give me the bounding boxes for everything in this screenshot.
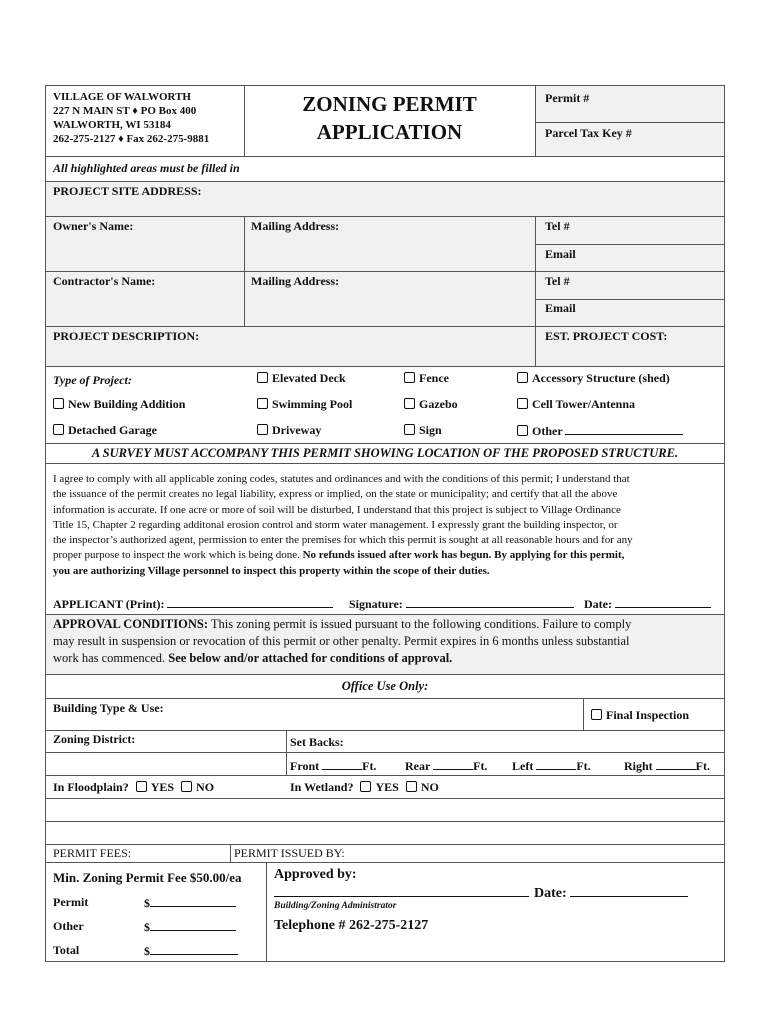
owner-email-field[interactable]: Email (545, 247, 576, 261)
setback-front-field[interactable] (290, 758, 376, 774)
approved-by-label: Approved by: (274, 867, 357, 882)
org-address-1: 227 N MAIN ST ♦ PO Box 400 (53, 105, 197, 117)
contractor-mailing-field[interactable]: Mailing Address: (251, 274, 340, 288)
signature-field[interactable] (349, 596, 574, 612)
contractor-email-field[interactable]: Email (545, 301, 576, 315)
checkbox-icon (257, 372, 268, 383)
ft-unit: Ft. (695, 759, 710, 773)
other-input-line[interactable] (565, 423, 683, 435)
applicant-label: APPLICANT (Print): (53, 597, 165, 611)
agreement-line: I agree to comply with all applicable zoning codes, statutes and ordinances and with the conditions of this permit; I understand that (53, 473, 630, 485)
approval-line: may result in suspension or revocation of this permit or other penalty. Permit expires in 6 months unless substantial (53, 634, 630, 648)
approved-by-line[interactable] (274, 896, 529, 897)
wetland-question (290, 780, 439, 795)
approval-heading: APPROVAL CONDITIONS: (53, 617, 208, 631)
option-label: Other (532, 424, 563, 438)
fee-total-field[interactable] (144, 943, 238, 959)
applicant-date-field[interactable] (584, 596, 711, 612)
checkbox-gazebo[interactable] (404, 397, 458, 412)
dollar-sign: $ (144, 896, 150, 910)
checkbox-new-building[interactable] (53, 397, 185, 412)
min-fee-label: Min. Zoning Permit Fee $50.00/ea (53, 870, 242, 885)
setback-rear-field[interactable] (405, 758, 487, 774)
checkbox-icon (257, 424, 268, 435)
option-label: Driveway (272, 423, 322, 437)
permit-issued-by-label: PERMIT ISSUED BY: (234, 846, 345, 860)
checkbox-icon (517, 398, 528, 409)
checkbox-icon (404, 398, 415, 409)
owner-tel-field[interactable]: Tel # (545, 219, 570, 233)
yes-label: YES (150, 780, 175, 794)
agreement-line: the inspector’s authorized agent, permission to enter the premises for which this permit is sought at all reasonable hours and for any (53, 534, 633, 547)
date-label: Date: (584, 597, 612, 611)
checkbox-final-inspection[interactable] (591, 708, 689, 723)
est-project-cost-field[interactable]: EST. PROJECT COST: (545, 329, 668, 343)
permit-number-field[interactable]: Permit # (545, 91, 590, 105)
ft-unit: Ft. (473, 759, 488, 773)
checkbox-swimming-pool[interactable] (257, 397, 352, 412)
agreement-line: information is accurate. If one acre or more of soil will be disturbed, I understand that this project is subject to Village Ordinance (53, 503, 621, 516)
org-phone-fax: 262-275-2127 ♦ Fax 262-275-9881 (53, 133, 210, 145)
checkbox-fence[interactable] (404, 371, 449, 386)
checkbox-icon (404, 372, 415, 383)
checkbox-icon (517, 425, 528, 436)
applicant-print-field[interactable] (53, 596, 333, 612)
option-label: Sign (419, 423, 442, 437)
agreement-line: the issuance of the permit creates no legal liability, express or implied, on the state or municipality; and certify that all the above (53, 488, 618, 501)
checkbox-icon (404, 424, 415, 435)
building-type-field[interactable]: Building Type & Use: (53, 701, 164, 715)
administrator-label: Building/Zoning Administrator (274, 901, 397, 911)
org-name: VILLAGE OF WALWORTH (53, 91, 191, 103)
setbacks-label: Set Backs: (290, 735, 344, 749)
checkbox-driveway[interactable] (257, 423, 321, 438)
no-label: NO (420, 780, 439, 794)
checkbox-detached-garage[interactable] (53, 423, 157, 438)
zoning-district-field[interactable]: Zoning District: (53, 732, 136, 746)
option-label: Gazebo (419, 397, 458, 411)
option-label: Accessory Structure (shed) (532, 371, 670, 385)
org-address-2: WALWORTH, WI 53184 (53, 119, 171, 131)
survey-notice: A SURVEY MUST ACCOMPANY THIS PERMIT SHOWING LOCATION OF THE PROPOSED STRUCTURE. (91, 446, 679, 460)
ft-unit: Ft. (362, 759, 377, 773)
owner-mailing-field[interactable]: Mailing Address: (251, 219, 340, 233)
project-type-heading: Type of Project: (53, 373, 132, 387)
setback-label: Rear (405, 759, 431, 773)
option-label: New Building Addition (68, 397, 186, 411)
approved-date-field[interactable] (534, 883, 688, 902)
checkbox-cell-tower[interactable] (517, 397, 635, 412)
approval-line: This zoning permit is issued pursuant to the following conditions. Failure to comply (208, 617, 632, 631)
agreement-line: Title 15, Chapter 2 regarding additonal erosion control and storm water management. I expressly grant the building inspector, or (53, 518, 618, 531)
floodplain-question (53, 780, 214, 795)
zoning-permit-form (45, 85, 725, 962)
setback-right-field[interactable] (624, 758, 710, 774)
inspection-authorization: you are authorizing Village personnel to inspect this property within the scope of their duties. (53, 564, 490, 577)
checkbox-other[interactable] (517, 423, 683, 439)
office-telephone: Telephone # 262-275-2127 (274, 918, 429, 933)
agreement-paragraph (53, 472, 723, 579)
signature-label: Signature: (349, 597, 403, 611)
checkbox-sign[interactable] (404, 423, 442, 438)
form-title-line1: ZONING PERMIT (302, 92, 477, 116)
floodplain-label: In Floodplain? (53, 780, 129, 794)
no-label: NO (196, 780, 215, 794)
checkbox-accessory-structure[interactable] (517, 371, 670, 386)
permit-fees-label: PERMIT FEES: (53, 846, 132, 860)
approval-see-below: See below and/or attached for conditions of approval. (168, 651, 453, 665)
date-label: Date: (534, 886, 567, 901)
owner-name-field[interactable]: Owner's Name: (53, 219, 134, 233)
setback-label: Left (512, 759, 534, 773)
yes-label: YES (375, 780, 399, 794)
checkbox-icon (53, 424, 64, 435)
setback-label: Right (624, 759, 653, 773)
no-refunds-notice: No refunds issued after work has begun. By applying for this permit, (302, 549, 625, 562)
checkbox-wetland-yes[interactable] (360, 781, 371, 792)
approval-conditions (53, 616, 723, 667)
option-label: Detached Garage (68, 423, 157, 437)
highlight-note: All highlighted areas must be filled in (53, 161, 240, 175)
setback-left-field[interactable] (512, 758, 591, 774)
checkbox-icon (53, 398, 64, 409)
option-label: Swimming Pool (272, 397, 353, 411)
checkbox-icon (591, 709, 602, 720)
dollar-sign: $ (144, 944, 150, 958)
option-label: Cell Tower/Antenna (532, 397, 636, 411)
wetland-label: In Wetland? (290, 780, 354, 794)
agreement-line: proper purpose to inspect the work which is being done. (53, 549, 303, 562)
project-site-address-field[interactable]: PROJECT SITE ADDRESS: (53, 184, 202, 198)
fee-permit-field[interactable] (144, 895, 236, 911)
setback-label: Front (290, 759, 320, 773)
checkbox-icon (257, 398, 268, 409)
fee-total-label: Total (53, 943, 80, 957)
option-label: Final Inspection (606, 708, 690, 722)
contractor-tel-field[interactable]: Tel # (545, 274, 570, 288)
ft-unit: Ft. (576, 759, 591, 773)
fee-other-field[interactable] (144, 919, 236, 935)
option-label: Elevated Deck (272, 371, 346, 385)
checkbox-elevated-deck[interactable] (257, 371, 346, 386)
checkbox-floodplain-no[interactable] (181, 781, 192, 792)
fee-permit-label: Permit (53, 895, 89, 909)
fee-other-label: Other (53, 919, 84, 933)
project-description-field[interactable]: PROJECT DESCRIPTION: (53, 329, 200, 343)
dollar-sign: $ (144, 920, 150, 934)
form-title-line2: APPLICATION (316, 120, 463, 144)
checkbox-floodplain-yes[interactable] (136, 781, 147, 792)
checkbox-icon (517, 372, 528, 383)
office-use-heading: Office Use Only: (341, 679, 429, 693)
parcel-tax-key-field[interactable]: Parcel Tax Key # (545, 126, 632, 140)
approval-line: work has commenced. (53, 651, 169, 665)
checkbox-wetland-no[interactable] (406, 781, 417, 792)
contractor-name-field[interactable]: Contractor's Name: (53, 274, 156, 288)
option-label: Fence (419, 371, 449, 385)
